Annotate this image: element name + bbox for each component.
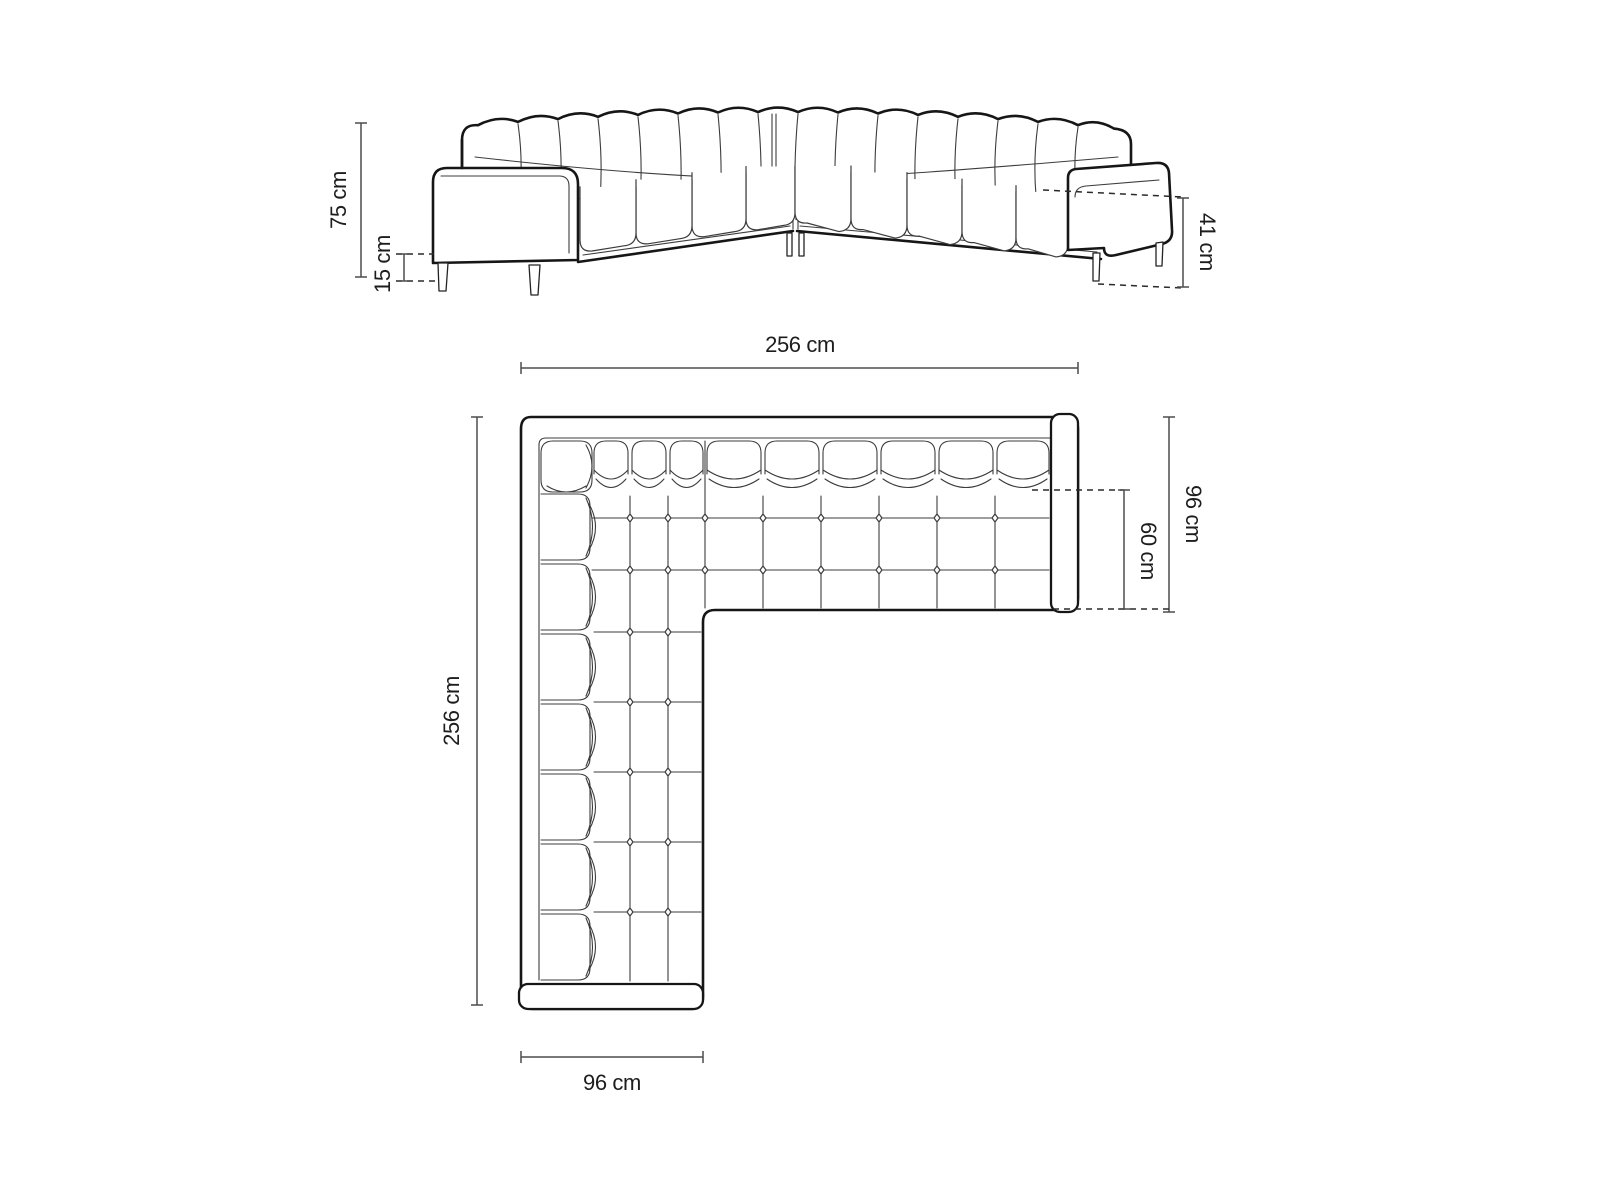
- sofa-leg: [787, 233, 792, 256]
- dimension-line: [521, 362, 1078, 374]
- seat-cushion-front: [580, 187, 636, 251]
- dimension-line: [1118, 490, 1130, 609]
- front-width-label: 96 cm: [583, 1070, 641, 1095]
- sofa-leg: [1093, 253, 1100, 281]
- left-armrest: [433, 168, 578, 263]
- dimension-line: [398, 254, 410, 281]
- seat-cushion-front: [636, 180, 692, 244]
- seat-depth-label: 60 cm: [1136, 522, 1162, 580]
- seat-cushion-front: [907, 179, 962, 244]
- leg-height-label: 15 cm: [369, 235, 395, 293]
- dimension-total-width: [521, 332, 1078, 374]
- right-armrest-plan: [1051, 414, 1078, 612]
- total-depth-label: 96 cm: [1181, 485, 1207, 543]
- dimension-front-width: [521, 1051, 703, 1095]
- front-elevation-view: [326, 108, 1220, 295]
- dimension-overall-height: [326, 123, 367, 277]
- back-tuft-seam: [1035, 124, 1038, 196]
- dimension-line: [471, 417, 483, 1005]
- seat-cushion-front: [1016, 192, 1068, 257]
- plan-view: [439, 332, 1206, 1095]
- overall-height-label: 75 cm: [325, 171, 351, 229]
- sofa-leg: [799, 233, 804, 256]
- sofa-leg: [438, 263, 448, 291]
- total-width-label: 256 cm: [765, 332, 835, 357]
- seat-cushion-front: [962, 186, 1016, 251]
- dimension-line: [1177, 198, 1189, 287]
- front-armrest-plan: [519, 984, 703, 1009]
- dimension-total-length: [439, 417, 483, 1005]
- seat-height-label: 41 cm: [1195, 213, 1221, 271]
- seat-cushion-front: [795, 166, 851, 232]
- dimension-line: [521, 1051, 703, 1063]
- seat-cushion-front: [851, 173, 907, 239]
- sofa-leg: [1156, 242, 1163, 266]
- dimension-total-depth: [1163, 417, 1206, 612]
- total-length-label: 256 cm: [438, 676, 464, 746]
- dimension-line: [1163, 417, 1175, 612]
- right-armrest: [1068, 163, 1172, 256]
- sofa-leg: [529, 265, 540, 295]
- seat-cushion-front: [746, 166, 795, 229]
- dimension-leg-height: [370, 235, 438, 293]
- dimension-line: [355, 123, 367, 277]
- seat-cushion-front: [692, 173, 746, 237]
